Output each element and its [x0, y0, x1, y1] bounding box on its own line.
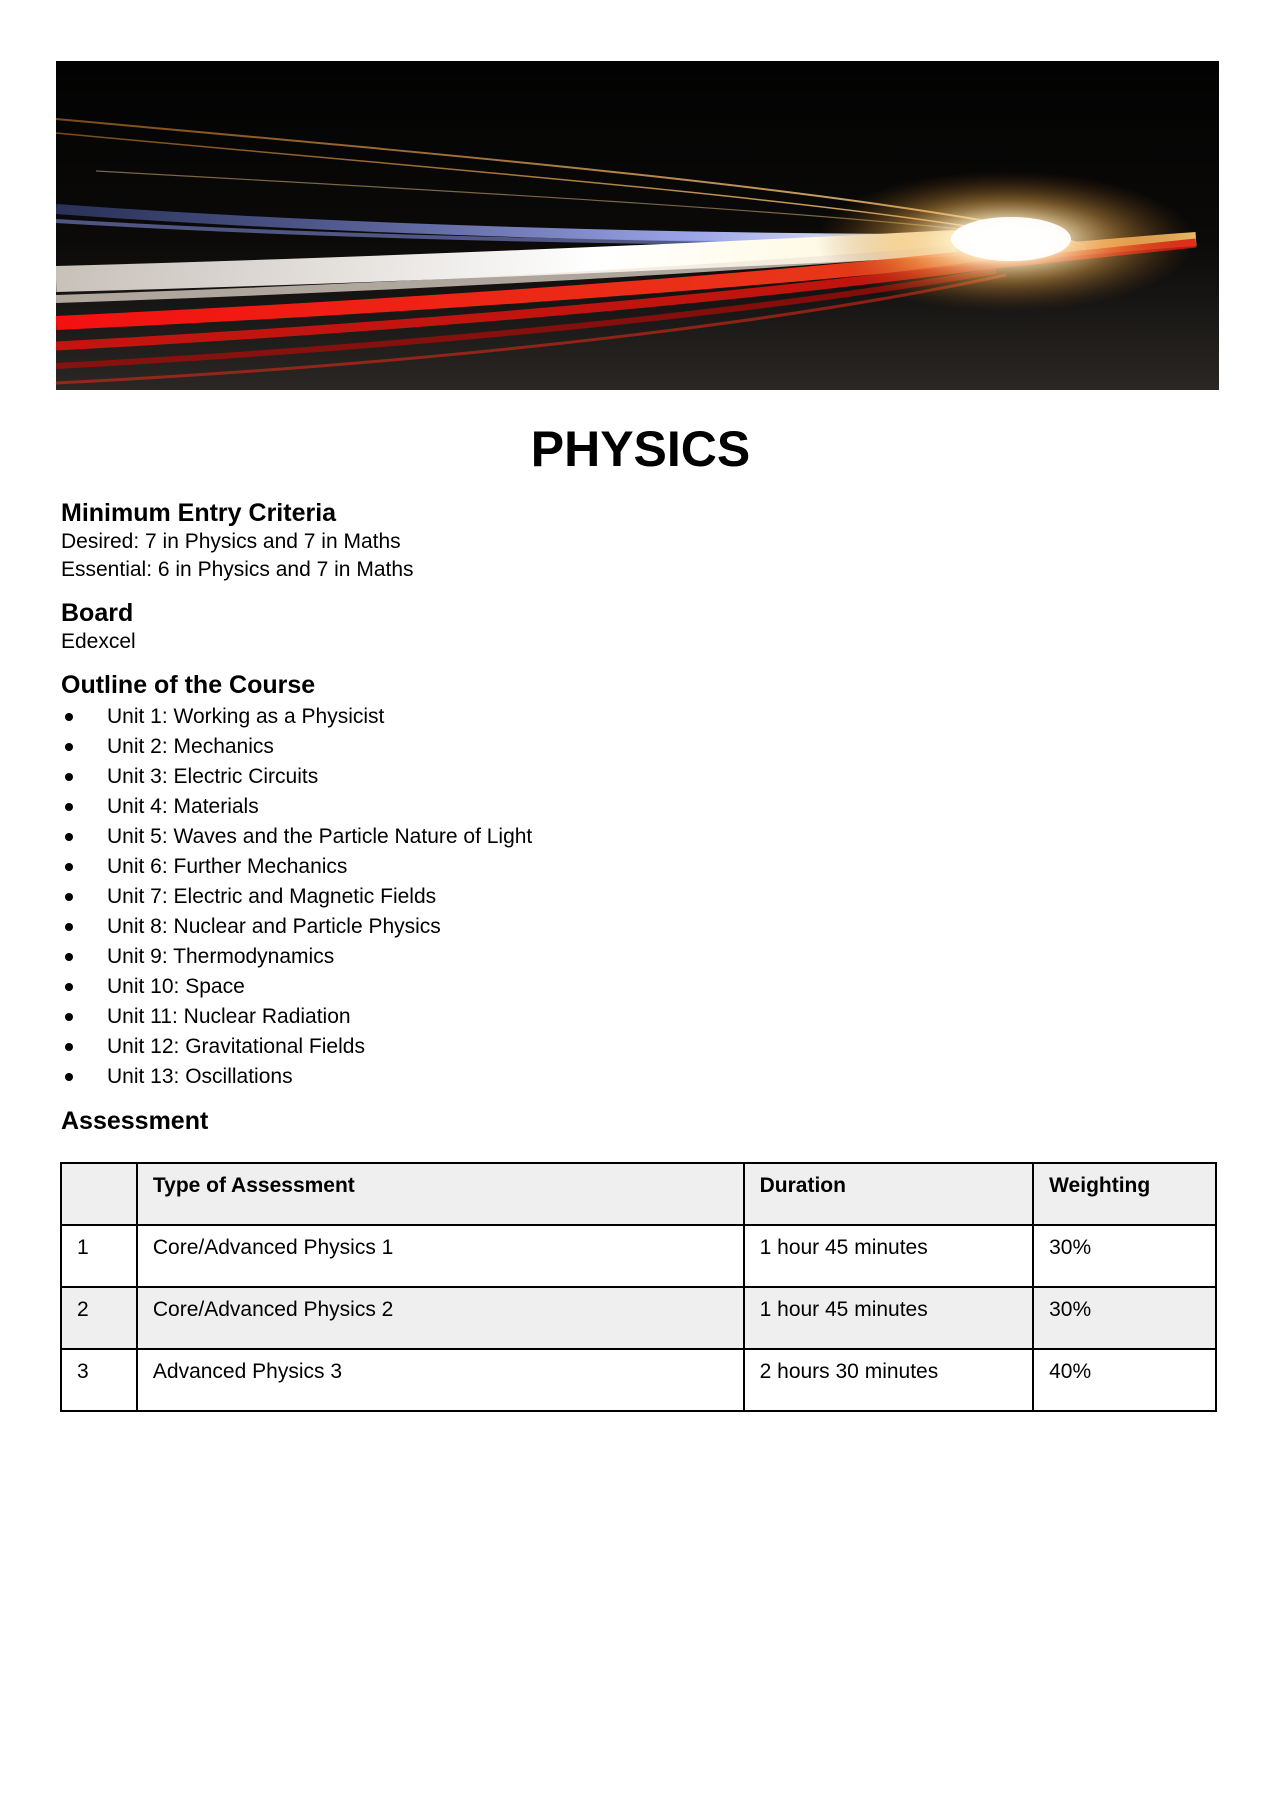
unit-label: Unit 13: Oscillations — [107, 1065, 293, 1088]
table-cell: Advanced Physics 3 — [137, 1349, 744, 1411]
unit-label: Unit 12: Gravitational Fields — [107, 1035, 365, 1058]
list-item — [61, 702, 1221, 732]
table-cell: 30% — [1033, 1287, 1216, 1349]
bullet-icon — [65, 1043, 73, 1051]
unit-label: Unit 4: Materials — [107, 795, 259, 818]
list-item — [61, 972, 1221, 1002]
table-cell: 1 hour 45 minutes — [744, 1225, 1033, 1287]
table-cell: 2 hours 30 minutes — [744, 1349, 1033, 1411]
list-item — [61, 942, 1221, 972]
content-area — [61, 498, 1221, 1136]
bullet-icon — [65, 833, 73, 841]
bullet-icon — [65, 893, 73, 901]
table-cell: 30% — [1033, 1225, 1216, 1287]
table-row — [61, 1225, 1216, 1287]
list-item — [61, 732, 1221, 762]
table-cell: Core/Advanced Physics 1 — [137, 1225, 744, 1287]
board-heading: Board — [61, 599, 134, 627]
list-item — [61, 792, 1221, 822]
bullet-icon — [65, 803, 73, 811]
column-header: Duration — [744, 1163, 1033, 1225]
bullet-icon — [65, 773, 73, 781]
unit-label: Unit 5: Waves and the Particle Nature of Light — [107, 825, 533, 848]
bullet-icon — [65, 983, 73, 991]
table-row — [61, 1349, 1216, 1411]
bullet-icon — [65, 1073, 73, 1081]
column-header — [61, 1163, 137, 1225]
table-cell: 3 — [61, 1349, 137, 1411]
list-item — [61, 912, 1221, 942]
unit-label: Unit 10: Space — [107, 975, 245, 998]
list-item — [61, 1062, 1221, 1092]
unit-list — [61, 702, 1221, 1092]
bullet-icon — [65, 743, 73, 751]
entry-criteria-essential: Essential: 6 in Physics and 7 in Maths — [61, 558, 414, 581]
entry-criteria-heading: Minimum Entry Criteria — [61, 499, 337, 527]
board-value: Edexcel — [61, 630, 136, 653]
assessment-table — [60, 1162, 1217, 1412]
light-trails-banner-image — [56, 61, 1219, 390]
table-cell: 1 — [61, 1225, 137, 1287]
unit-label: Unit 1: Working as a Physicist — [107, 705, 385, 728]
assessment-heading: Assessment — [61, 1107, 209, 1135]
bullet-icon — [65, 923, 73, 931]
list-item — [61, 762, 1221, 792]
table-cell: 40% — [1033, 1349, 1216, 1411]
unit-label: Unit 6: Further Mechanics — [107, 855, 348, 878]
bullet-icon — [65, 953, 73, 961]
outline-section — [61, 670, 1221, 1092]
table-row — [61, 1287, 1216, 1349]
unit-label: Unit 11: Nuclear Radiation — [107, 1005, 351, 1028]
table-cell: 1 hour 45 minutes — [744, 1287, 1033, 1349]
bullet-icon — [65, 713, 73, 721]
page-title: PHYSICS — [530, 421, 751, 477]
unit-label: Unit 2: Mechanics — [107, 735, 274, 758]
list-item — [61, 1032, 1221, 1062]
unit-label: Unit 7: Electric and Magnetic Fields — [107, 885, 437, 908]
table-cell: 2 — [61, 1287, 137, 1349]
entry-criteria-desired: Desired: 7 in Physics and 7 in Maths — [61, 530, 401, 553]
table-header-row — [61, 1163, 1216, 1225]
bullet-icon — [65, 1013, 73, 1021]
unit-label: Unit 3: Electric Circuits — [107, 765, 319, 788]
list-item — [61, 882, 1221, 912]
list-item — [61, 852, 1221, 882]
list-item — [61, 822, 1221, 852]
column-header: Weighting — [1033, 1163, 1216, 1225]
list-item — [61, 1002, 1221, 1032]
column-header: Type of Assessment — [137, 1163, 744, 1225]
bullet-icon — [65, 863, 73, 871]
entry-criteria-section — [61, 498, 1221, 584]
table-cell: Core/Advanced Physics 2 — [137, 1287, 744, 1349]
unit-label: Unit 8: Nuclear and Particle Physics — [107, 915, 441, 938]
board-section — [61, 598, 1221, 656]
unit-label: Unit 9: Thermodynamics — [107, 945, 335, 968]
outline-heading: Outline of the Course — [61, 671, 316, 699]
